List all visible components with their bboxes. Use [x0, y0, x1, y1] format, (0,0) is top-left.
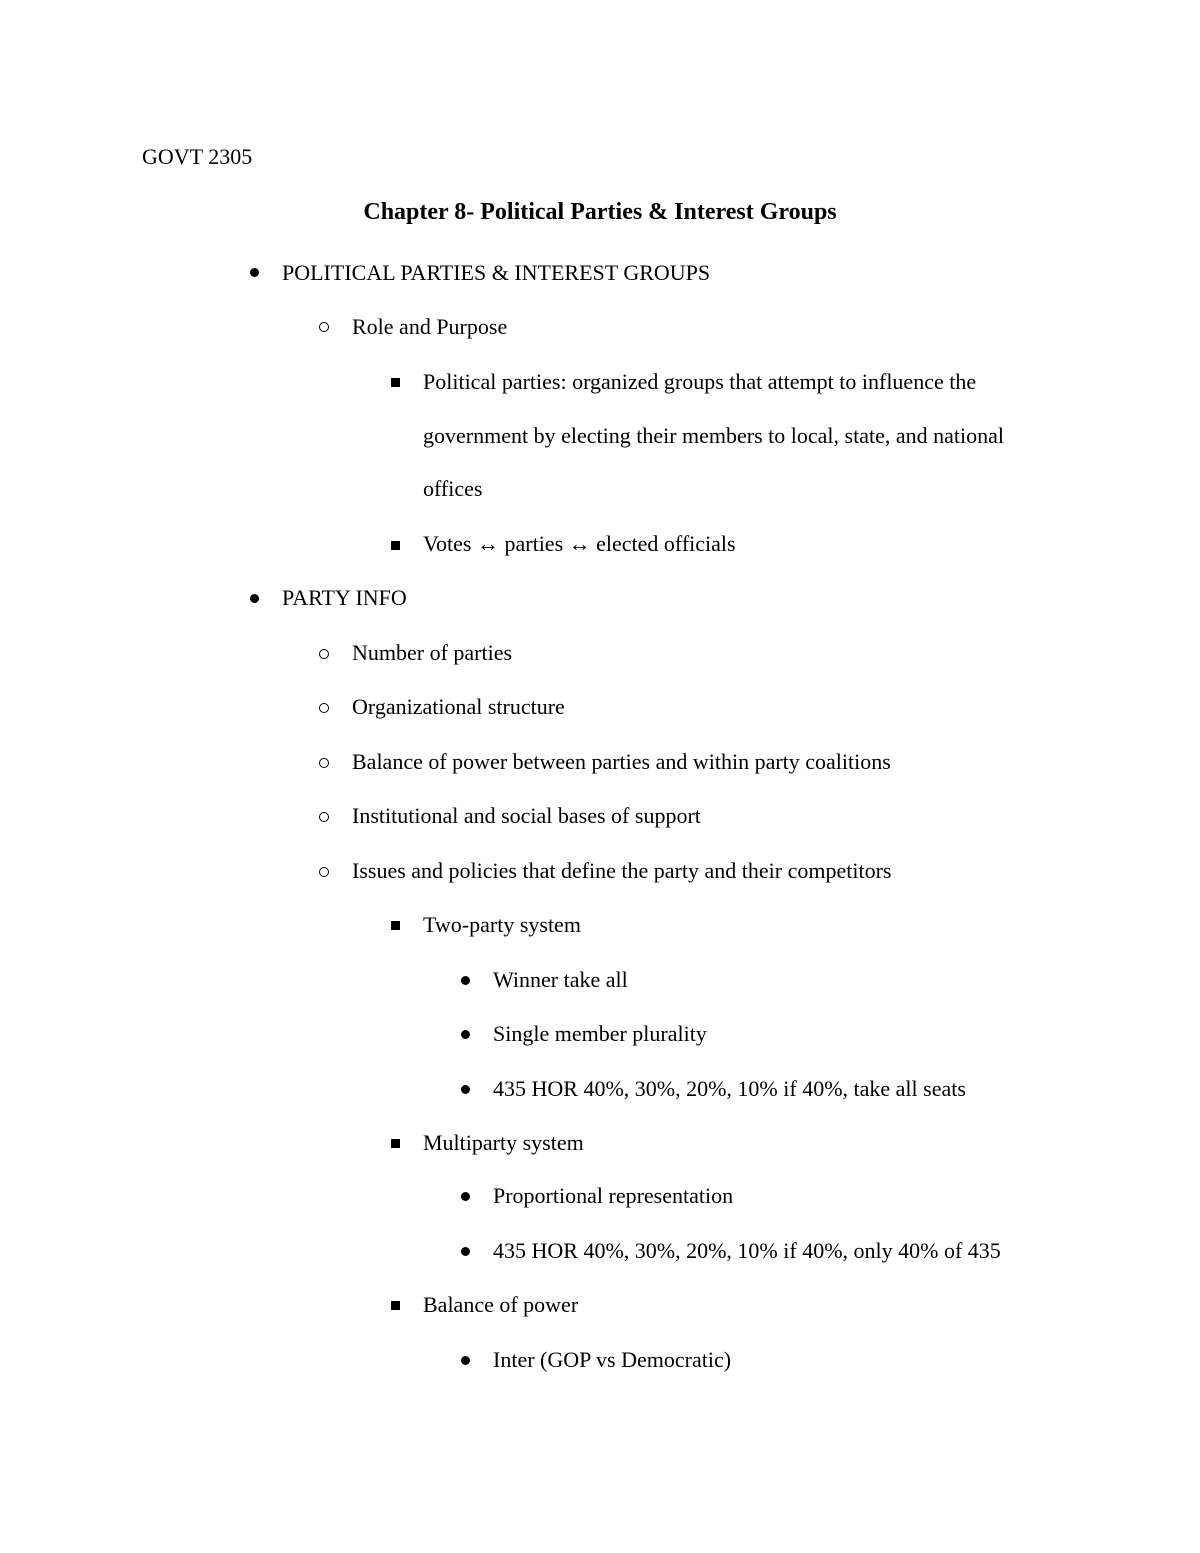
square-bullet-icon [391, 378, 400, 387]
outline-item-balance-of-power: Balance of power [423, 1292, 579, 1317]
outline-item-proportional-representation: Proportional representation [493, 1183, 734, 1208]
outline-item-institutional-bases: Institutional and social bases of support [352, 803, 701, 828]
disc-bullet-icon [461, 1247, 470, 1256]
course-code: GOVT 2305 [142, 144, 253, 169]
outline-item-political-parties-definition-continued: government by electing their members to local, state, and national [423, 423, 1004, 448]
outline-item-votes-parties: Votes ↔ parties ↔ elected officials [423, 531, 736, 556]
disc-bullet-icon [461, 1192, 470, 1201]
outline-item-single-member-plurality: Single member plurality [493, 1021, 707, 1046]
disc-bullet-icon [461, 1356, 470, 1365]
outline-item-role-and-purpose: Role and Purpose [352, 314, 508, 339]
outline-item-political-parties-interest-groups: POLITICAL PARTIES & INTEREST GROUPS [282, 260, 711, 285]
circle-bullet-icon [319, 322, 329, 332]
outline-item-political-parties-definition-end: offices [423, 476, 483, 501]
circle-bullet-icon [319, 812, 329, 822]
outline-item-party-info: PARTY INFO [282, 585, 407, 610]
outline-item-hor-only-40: 435 HOR 40%, 30%, 20%, 10% if 40%, only 40% of 435 [493, 1238, 1001, 1263]
chapter-title: Chapter 8- Political Parties & Interest Groups [363, 199, 837, 225]
outline-item-winner-take-all: Winner take all [493, 967, 628, 992]
outline-item-balance-of-power-between: Balance of power between parties and within party coalitions [352, 749, 891, 774]
outline-item-organizational-structure: Organizational structure [352, 694, 565, 719]
outline-item-multiparty-system: Multiparty system [423, 1130, 584, 1155]
circle-bullet-icon [319, 758, 329, 768]
square-bullet-icon [391, 921, 400, 930]
outline-item-inter-gop: Inter (GOP vs Democratic) [493, 1347, 732, 1372]
disc-bullet-icon [250, 594, 259, 603]
outline-item-two-party-system: Two-party system [423, 912, 581, 937]
disc-bullet-icon [461, 1085, 470, 1094]
disc-bullet-icon [461, 976, 470, 985]
circle-bullet-icon [319, 703, 329, 713]
square-bullet-icon [391, 541, 400, 550]
circle-bullet-icon [319, 649, 329, 659]
circle-bullet-icon [319, 867, 329, 877]
outline-item-issues-and-policies: Issues and policies that define the party and their competitors [352, 858, 892, 883]
disc-bullet-icon [250, 268, 259, 277]
outline-item-number-of-parties: Number of parties [352, 640, 513, 665]
outline-item-hor-take-all: 435 HOR 40%, 30%, 20%, 10% if 40%, take all seats [493, 1076, 966, 1101]
square-bullet-icon [391, 1301, 400, 1310]
disc-bullet-icon [461, 1030, 470, 1039]
outline-item-political-parties-definition: Political parties: organized groups that attempt to influence the [423, 369, 977, 394]
square-bullet-icon [391, 1139, 400, 1148]
